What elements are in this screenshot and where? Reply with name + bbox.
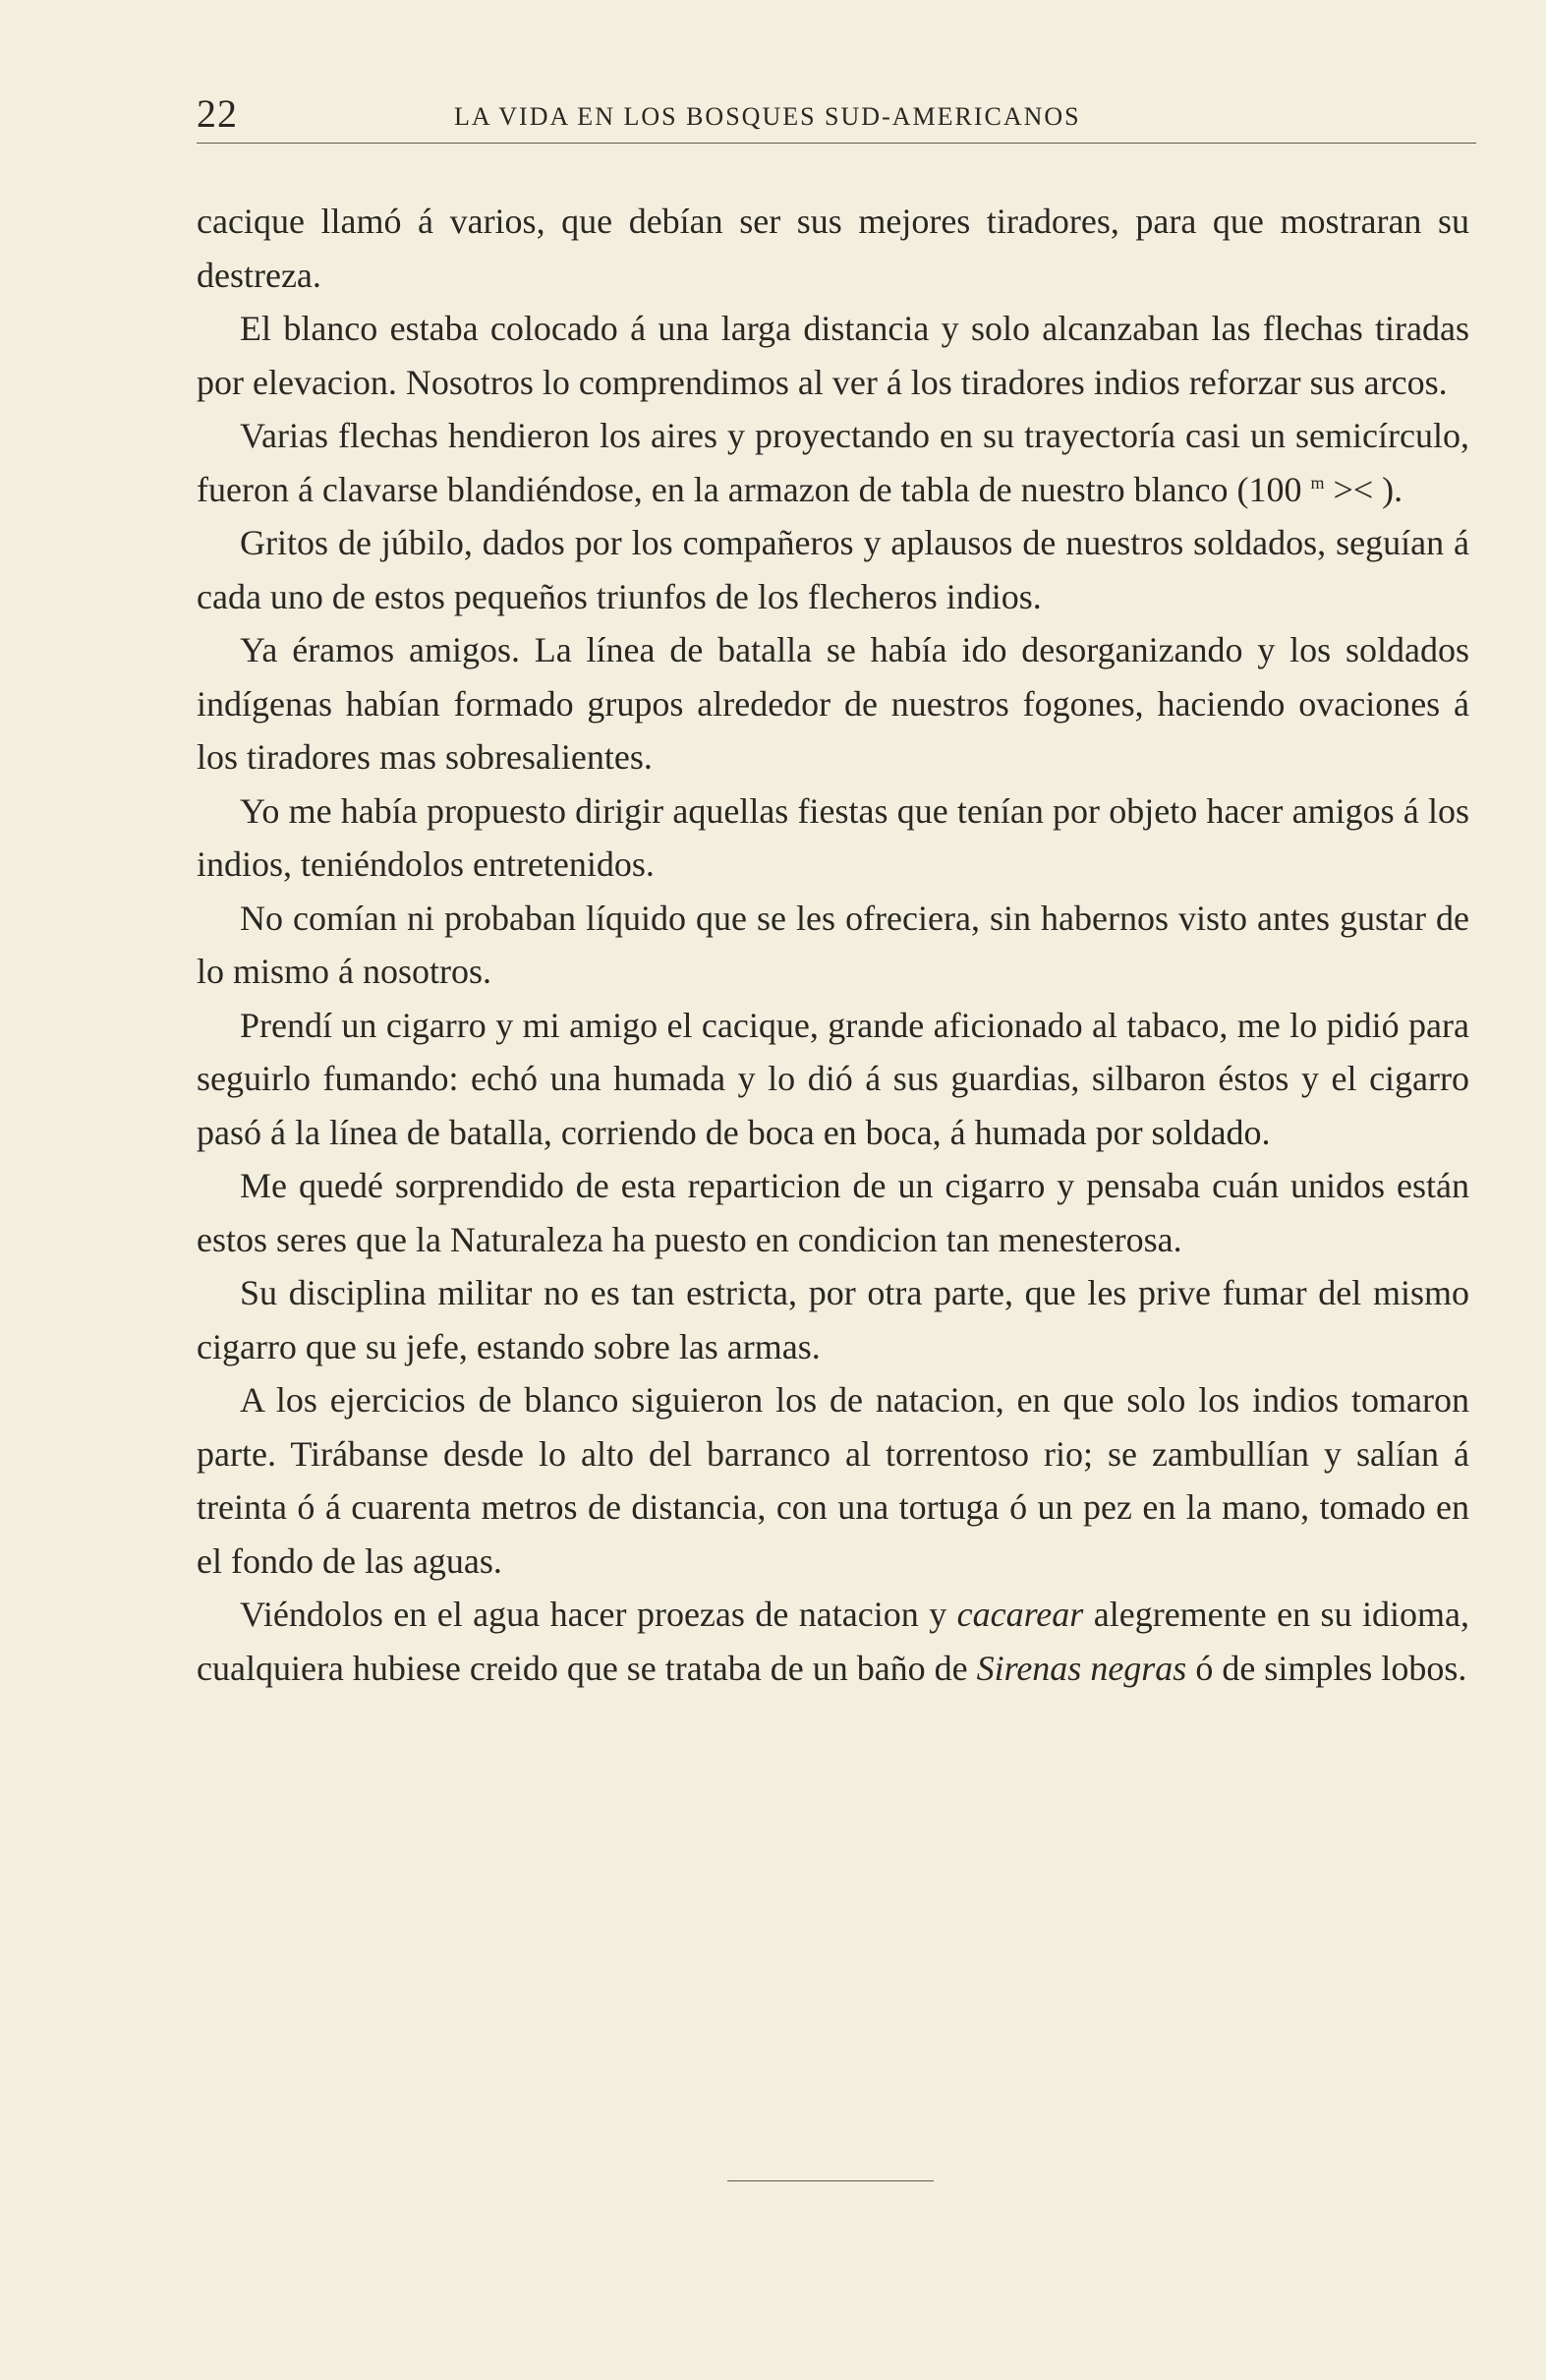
paragraph [197,409,1469,516]
running-head: LA VIDA EN LOS BOSQUES SUD-AMERICANOS [454,102,1081,131]
text-run: ó de simples lobos. [1186,1648,1467,1688]
page-header [197,90,1474,145]
paragraph [197,1588,1469,1695]
text-run: Varias flechas hendieron los aires y proyectando en su trayectoría casi un semicírculo, fueron á clavarse blandiéndose, en la armazon de tabla de nuestro blanco (100 [197,416,1469,509]
paragraph: No comían ni probaban líquido que se les ofreciera, sin habernos visto antes gustar de lo mismo á nosotros. [197,898,1469,991]
superscript-unit: m [1310,472,1325,493]
page-number: 22 [197,91,238,136]
paragraph: Gritos de júbilo, dados por los compañeros y aplausos de nuestros soldados, seguían á cada uno de estos pequeños triunfos de los flecheros indios. [197,523,1469,616]
text-run: >< ). [1324,469,1403,509]
paragraph: Me quedé sorprendido de esta reparticion de un cigarro y pensaba cuán unidos están estos seres que la Naturaleza ha puesto en condicion tan menesterosa. [197,1166,1469,1259]
body-text [197,195,1469,1695]
italic-text: Sirenas negras [976,1648,1187,1688]
text-run: Viéndolos en el agua hacer proezas de natacion y [240,1595,957,1634]
italic-text: cacarear [956,1595,1084,1634]
paragraph: cacique llamó á varios, que debían ser sus mejores tiradores, para que mostraran su destreza. [197,202,1469,295]
paragraph: Su disciplina militar no es tan estricta, por otra parte, que les prive fumar del mismo cigarro que su jefe, estando sobre las armas. [197,1273,1469,1366]
paragraph: A los ejercicios de blanco siguieron los de natacion, en que solo los indios tomaron parte. Tirábanse desde lo alto del barranco al torrentoso rio; se zambullían y salían á treinta ó á cuarenta metros de distancia, con una tortuga ó un pez en la mano, tomado en el fondo de las aguas. [197,1380,1469,1581]
paragraph: Ya éramos amigos. La línea de batalla se había ido desorganizando y los soldados indígenas habían formado grupos alrededor de nuestros fogones, haciendo ovaciones á los tiradores mas sobresalientes. [197,630,1469,777]
paragraph: El blanco estaba colocado á una larga distancia y solo alcanzaban las flechas tiradas por elevacion. Nosotros lo comprendimos al ver á los tiradores indios reforzar sus arcos. [197,309,1469,402]
section-end-rule [727,2180,934,2181]
paragraph: Prendí un cigarro y mi amigo el cacique, grande aficionado al tabaco, me lo pidió para seguirlo fumando: echó una humada y lo dió á sus guardias, silbaron éstos y el cigarro pasó á la línea de batalla, corriendo de boca en boca, á humada por soldado. [197,1005,1469,1152]
paragraph: Yo me había propuesto dirigir aquellas fiestas que tenían por objeto hacer amigos á los indios, teniéndolos entretenidos. [197,790,1469,884]
text-run: alegremente en su idioma, cualquiera hubiese creido que se trataba de un baño de [197,1595,1469,1688]
header-rule [197,143,1476,144]
